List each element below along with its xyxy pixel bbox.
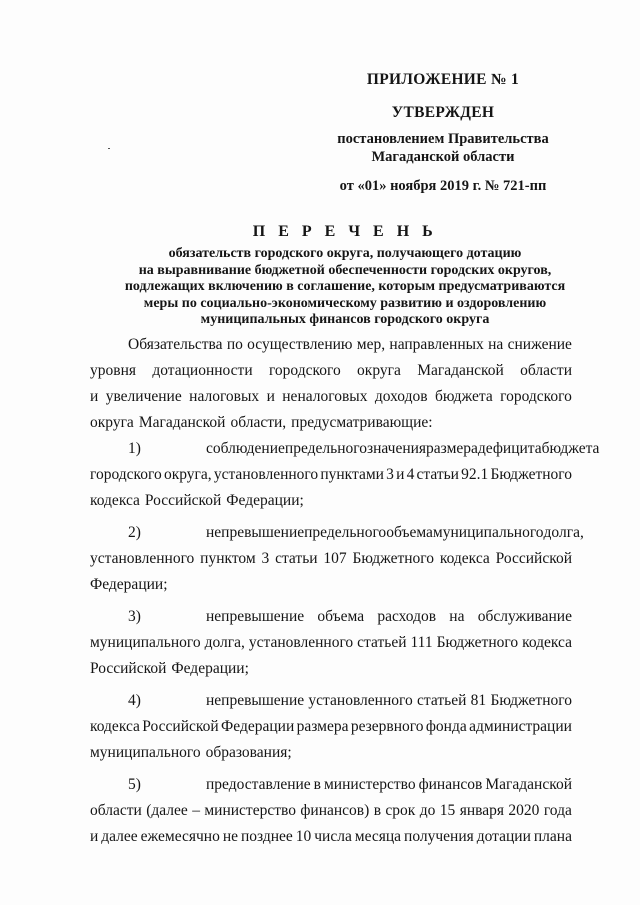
list-item-line: городского округа, установленного пунктами 3 и 4 статьи 92.1 Бюджетного bbox=[90, 466, 572, 483]
list-item-line: области (далее – министерство финансов) в срок до 15 января 2020 года bbox=[90, 802, 572, 819]
approved-heading: УТВЕРЖДЕН bbox=[391, 104, 495, 121]
document-title: П Е Р Е Ч Е Н Ь bbox=[252, 223, 438, 240]
list-item-first-line bbox=[90, 604, 572, 630]
list-item-first-line bbox=[90, 772, 572, 798]
list-item-text: непревышение объема расходов на обслуживание bbox=[206, 608, 572, 625]
appendix-heading: ПРИЛОЖЕНИЕ № 1 bbox=[366, 71, 520, 88]
list-item-line: Российской Федерации; bbox=[90, 660, 249, 677]
list-item-line: и далее ежемесячно не позднее 10 числа месяца получения дотации плана bbox=[90, 828, 572, 845]
list-item-line: установленного пунктом 3 статьи 107 Бюджетного кодекса Российской bbox=[90, 550, 572, 567]
list-item-first-line bbox=[90, 520, 584, 546]
list-item-number: 5) bbox=[128, 776, 141, 793]
list-item-text: предоставление в министерство финансов Магаданской bbox=[206, 776, 572, 793]
scan-speck bbox=[108, 148, 110, 149]
approval-date: от «01» ноября 2019 г. № 721-пп bbox=[339, 178, 547, 194]
title-line: подлежащих включению в соглашение, которым предусматриваются bbox=[124, 279, 566, 294]
document-title-block bbox=[60, 222, 630, 329]
list-item-text: непревышение установленного статьей 81 Бюджетного bbox=[206, 692, 572, 709]
list-item-first-line bbox=[90, 436, 600, 462]
list-item-line: муниципального долга, установленного статьей 111 Бюджетного кодекса bbox=[90, 634, 572, 651]
list-item-line: муниципального образования; bbox=[90, 744, 292, 761]
title-line: меры по социально-экономическому развитию и оздоровлению bbox=[143, 295, 547, 311]
intro-line: округа Магаданской области, предусматривающие: bbox=[90, 414, 433, 431]
intro-line: и увеличение налоговых и неналоговых доходов бюджета городского bbox=[90, 388, 572, 405]
title-line: муниципальных финансов городского округа bbox=[200, 312, 490, 327]
obligations-list bbox=[90, 436, 600, 850]
list-item-line: Федерации; bbox=[90, 576, 168, 593]
list-item-line: кодекса Российской Федерации размера резервного фонда администрации bbox=[90, 718, 572, 735]
list-item-text: соблюдение предельного значения размера дефицита бюджета bbox=[206, 440, 600, 457]
intro-line: Обязательства по осуществлению мер, направленных на снижение bbox=[128, 336, 572, 353]
list-item-text: непревышение предельного объема муниципального долга, bbox=[206, 524, 584, 541]
intro-line: уровня дотационности городского округа Магаданской области bbox=[90, 362, 572, 379]
list-item-number: 1) bbox=[128, 440, 141, 457]
approved-by-line-1: постановлением Правительства bbox=[337, 131, 549, 147]
title-line: обязательств городского округа, получающего дотацию bbox=[168, 246, 522, 261]
list-item-number: 4) bbox=[128, 692, 141, 709]
title-line: на выравнивание бюджетной обеспеченности городских округов, bbox=[138, 262, 552, 278]
list-item-line: кодекса Российской Федерации; bbox=[90, 492, 304, 509]
list-item-first-line bbox=[90, 688, 572, 714]
approval-block bbox=[300, 70, 586, 195]
document-body bbox=[90, 332, 600, 850]
list-item-number: 3) bbox=[128, 608, 141, 625]
list-item-number: 2) bbox=[128, 524, 141, 541]
approved-by-line-2: Магаданской области bbox=[371, 149, 515, 165]
